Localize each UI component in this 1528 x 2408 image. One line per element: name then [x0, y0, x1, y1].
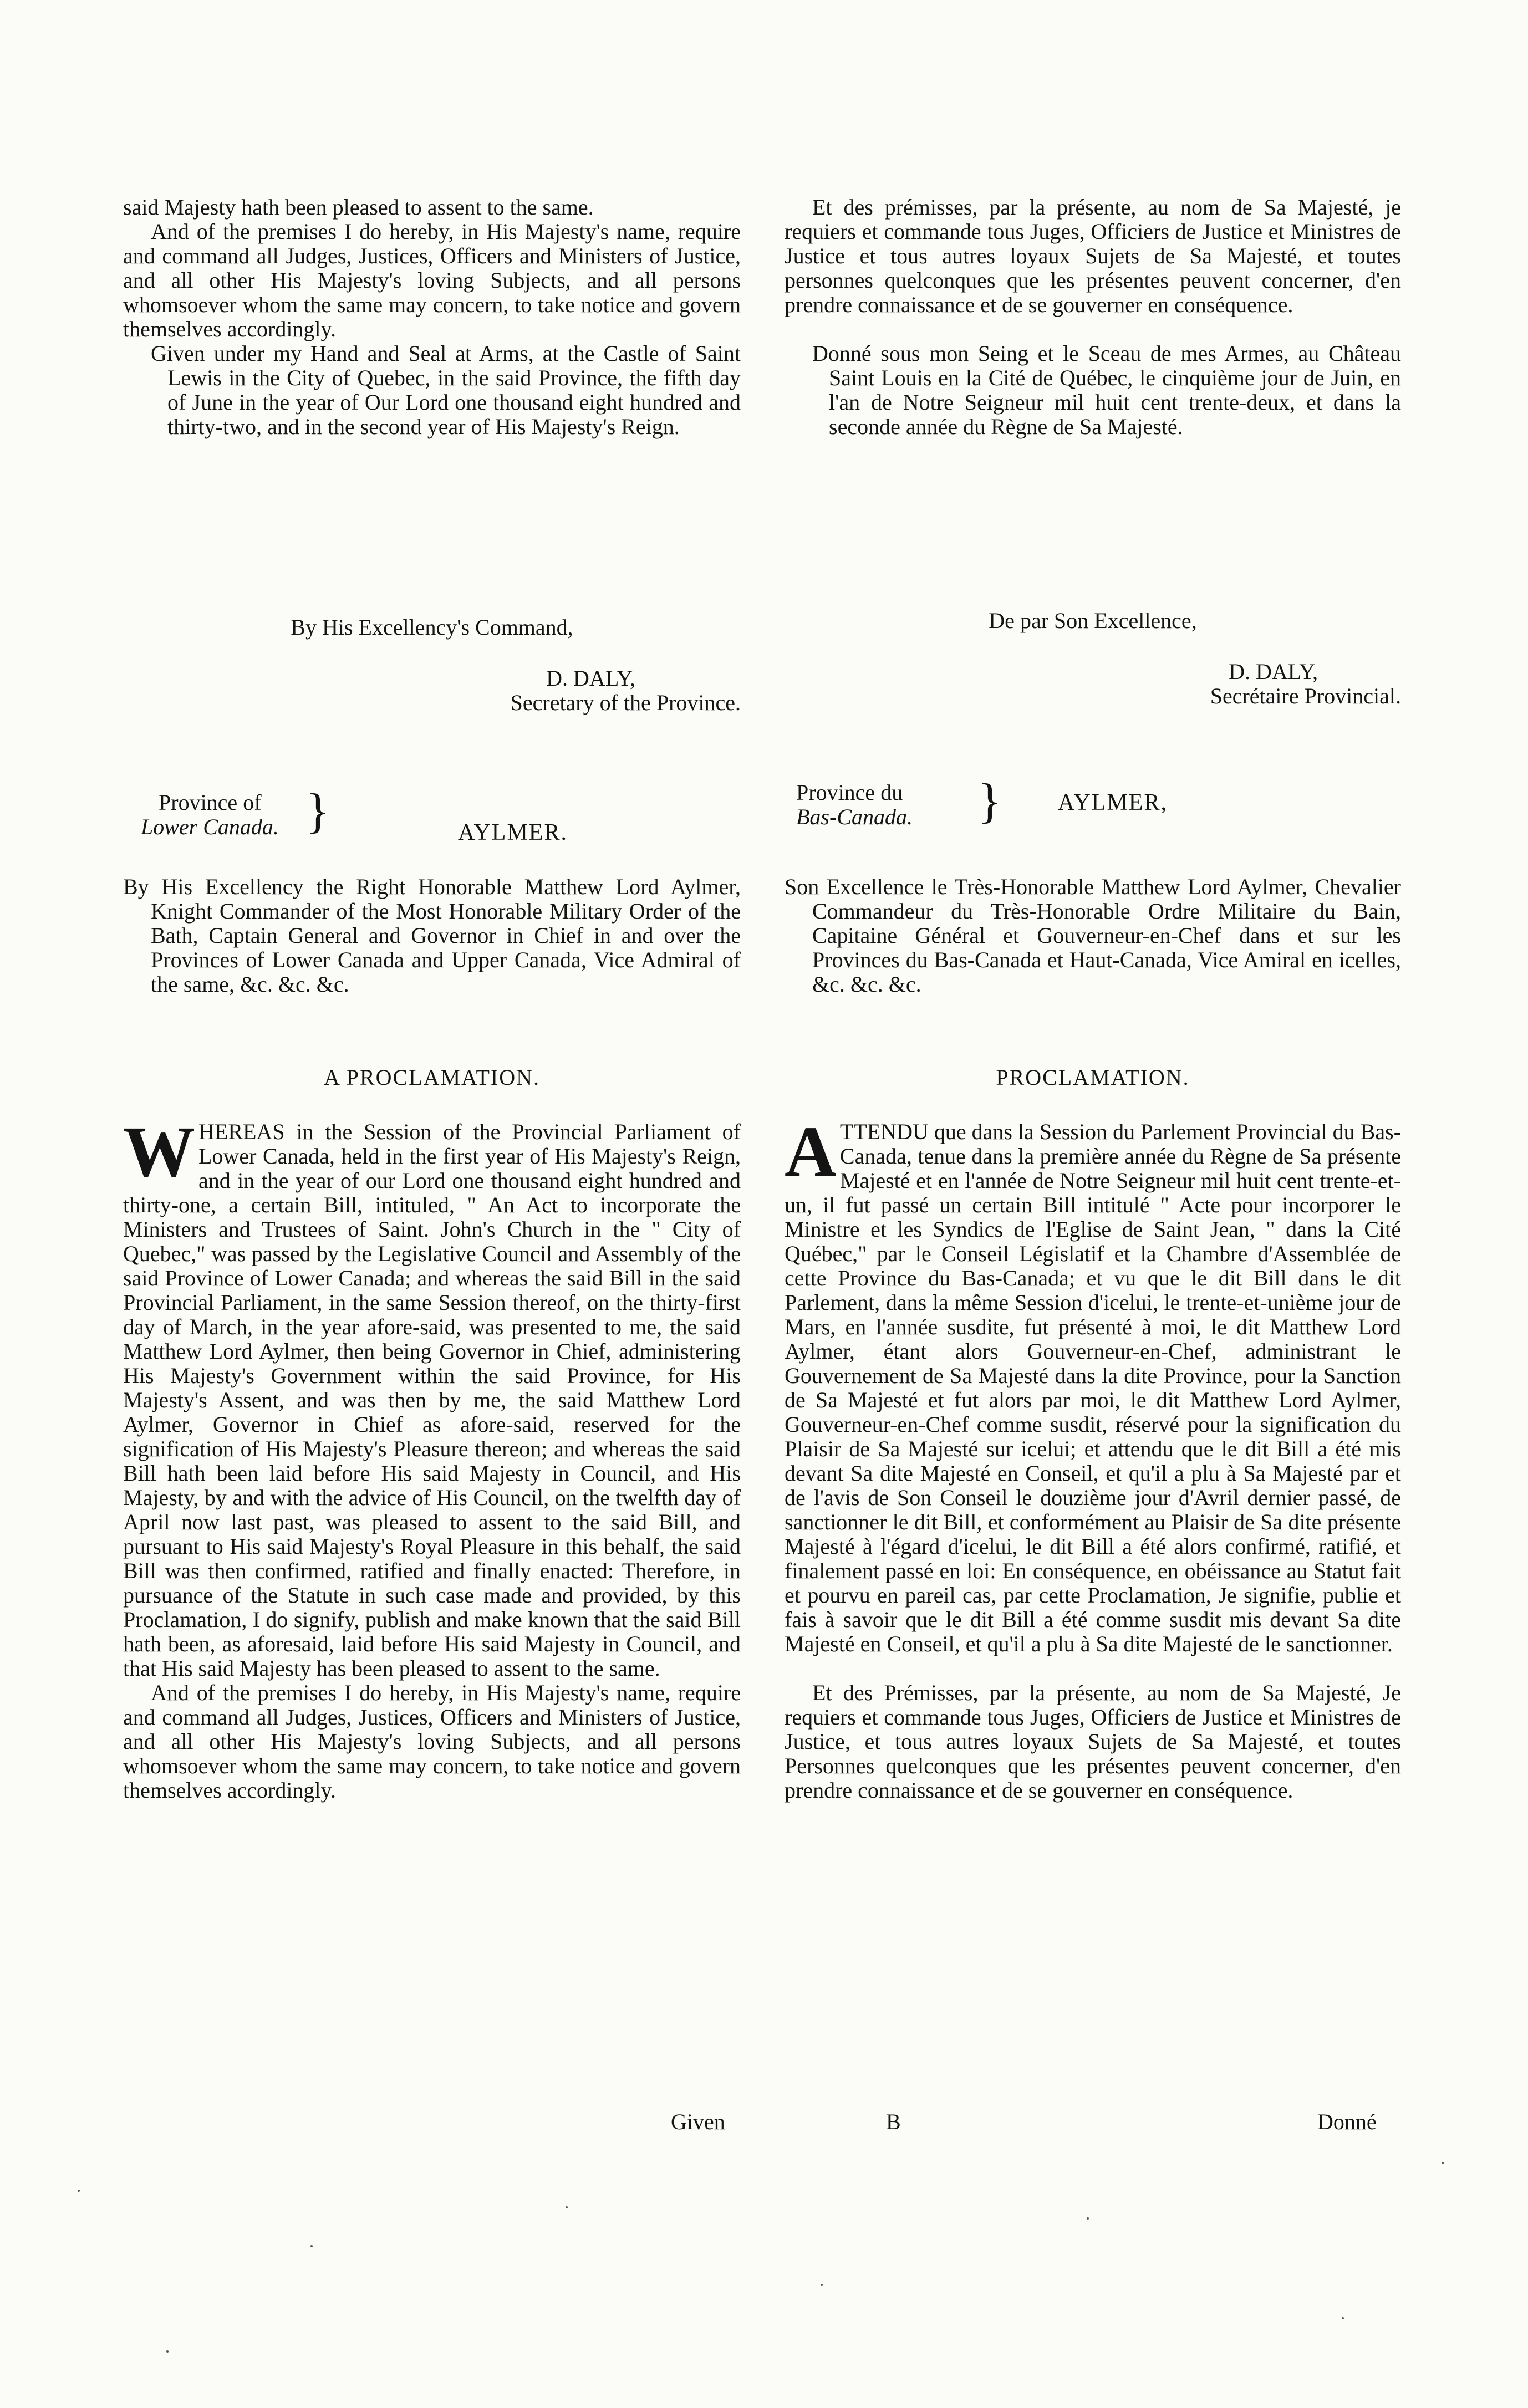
fr-signer-office: Secrétaire Provincial.: [1210, 683, 1401, 708]
paper-speck: [1087, 2217, 1089, 2220]
fr-given-paragraph: Donné sous mon Seing et le Sceau de mes Armes, au Château Saint Louis en la Cité de Québec, le cinquième jour de Juin, en l'an de Notre Seigneur mil huit cent trente-deux, et dans la seconde année du Règne de Sa Majesté.: [812, 341, 1401, 439]
en-governor-name: AYLMER.: [458, 820, 568, 845]
en-governor-styles: By His Excellency the Right Honorable Matthew Lord Aylmer, Knight Commander of the Most Honorable Military Order of the Bath, Captain General and Governor in Chief in and over the Provinces of Lower Canada and Upper Canada, Vice Admiral of the same, &c. &c. &c.: [123, 874, 741, 997]
en-given-paragraph: Given under my Hand and Seal at Arms, at the Castle of Saint Lewis in the City of Quebec, in the said Province, the fifth day of June in the year of Our Lord one thousand eight hundred and thirty-two, and in the second year of His Majesty's Reign.: [151, 341, 741, 439]
fr-by-command: De par Son Excellence,: [989, 608, 1197, 633]
french-top-block: [785, 195, 1401, 439]
en-signer-name: D. DALY,: [546, 666, 635, 691]
fr-signer-name: D. DALY,: [1229, 659, 1318, 684]
fr-province-line1: Province du: [796, 780, 903, 805]
en-whereas-paragraph: HEREAS in the Session of the Provincial Parliament of Lower Canada, held in the first year of His Majesty's Reign, and in the year of our Lord one thousand eight hundred and thirty-one, a certain Bill, intituled, " An Act to incorporate the Ministers and Trustees of Saint. John's Church in the " City of Quebec," was passed by the Legislative Council and Assembly of the said Province of Lower Canada; and whereas the said Bill in the said Provincial Parliament, in the same Session thereof, on the thirty-first day of March, in the year afore-said, was presented to me, the said Matthew Lord Aylmer, then being Governor in Chief, administering His Majesty's Government within the said Province, for His Majesty's Assent, and was then by me, the said Matthew Lord Aylmer, Governor in Chief as afore-said, reserved for the signification of His Majesty's Pleasure thereon; and whereas the said Bill hath been laid before His said Majesty in Council, and His Majesty, by and with the advice of His Council, on the twelfth day of April now last past, was pleased to assent to the said Bill, and pursuant to His said Majesty's Royal Pleasure in this behalf, the said Bill was then confirmed, ratified and finally enacted: Therefore, in pursuance of the Statute in such case made and provided, by this Proclamation, I do signify, publish and make known that the said Bill hath been, as aforesaid, laid before His said Majesty in Council, and that His said Majesty has been pleased to assent to the same.: [123, 1119, 741, 1681]
en-signature-block: [123, 666, 741, 715]
en-province-line1: Province of: [159, 790, 262, 815]
paper-speck: [566, 2206, 568, 2208]
fr-province-brace: }: [978, 774, 1002, 828]
en-continuation-paragraph: said Majesty hath been pleased to assent to the same.: [123, 195, 594, 220]
en-styles-block: [123, 875, 741, 997]
fr-closing-paragraph: Et des Prémisses, par la présente, au nom de Sa Majesté, Je requiers et commande tous Juges, Officiers de Justice et Ministres de Justice, et tous autres loyaux Sujets de Sa Majesté, et toutes Personnes quelconques que les présentes peuvent concerner, d'en prendre connaissance et de se gouverner en conséquence.: [785, 1680, 1401, 1803]
fr-command-paragraph: Et des prémisses, par la présente, au nom de Sa Majesté, je requiers et commande tous Juges, Officiers de Justice et Ministres de Justice et tous autres loyaux Sujets de Sa Majesté, et toutes personnes quelconques que les présentes peuvent concerner, d'en prendre connaissance et de se gouverner en conséquence.: [785, 195, 1401, 317]
paper-speck: [821, 2284, 823, 2286]
paper-speck: [1442, 2162, 1444, 2164]
en-province-brace: }: [306, 784, 330, 838]
fr-signature-block: [785, 660, 1401, 708]
en-signer-office: Secretary of the Province.: [510, 690, 741, 715]
paper-speck: [1342, 2317, 1344, 2319]
en-province-label: [141, 790, 279, 839]
paper-speck: [166, 2350, 169, 2353]
en-province-line2: Lower Canada.: [141, 814, 279, 839]
fr-drop-cap: A: [785, 1112, 837, 1192]
paper-speck: [310, 2245, 313, 2247]
english-top-block: [123, 195, 741, 439]
fr-governor-name: AYLMER,: [1058, 790, 1168, 815]
en-command-paragraph: And of the premises I do hereby, in His Majesty's name, require and command all Judges, Justices, Officers and Ministers of Justice, and all other His Majesty's loving Subjects, and all persons whomsoever whom the same may concern, to take notice and govern themselves accordingly.: [123, 219, 741, 341]
fr-province-line2: Bas-Canada.: [796, 804, 913, 829]
en-catchword: Given: [671, 2109, 725, 2134]
signature-mark: B: [886, 2109, 901, 2134]
en-closing-paragraph: And of the premises I do hereby, in His Majesty's name, require and command all Judges, Justices, Officers and Ministers of Justice, and all other His Majesty's loving Subjects, and all persons whomsoever whom the same may concern, to take notice and govern themselves accordingly.: [123, 1680, 741, 1803]
paper-speck: [78, 2190, 80, 2192]
fr-proclamation-heading: PROCLAMATION.: [996, 1065, 1190, 1090]
fr-catchword: Donné: [1317, 2109, 1377, 2134]
fr-province-label: [796, 780, 913, 829]
fr-styles-block: [785, 875, 1401, 997]
en-proclamation-heading: A PROCLAMATION.: [323, 1065, 541, 1090]
en-drop-cap: W: [123, 1112, 195, 1192]
fr-governor-styles: Son Excellence le Très-Honorable Matthew Lord Aylmer, Chevalier Commandeur du Très-Honorable Ordre Militaire du Bain, Capitaine Général et Gouverneur-en-Chef dans et sur les Provinces du Bas-Canada et Haut-Canada, Vice Amiral en icelles, &c. &c. &c.: [785, 874, 1401, 997]
en-by-command: By His Excellency's Command,: [291, 615, 573, 640]
fr-attendu-paragraph: TTENDU que dans la Session du Parlement Provincial du Bas-Canada, tenue dans la première année du Règne de Sa présente Majesté et en l'année de Notre Seigneur mil huit cent trente-et-un, il fut passé un certain Bill intitulé " Acte pour incorporer le Ministre et les Syndics de l'Eglise de Saint Jean, " dans la Cité Québec," par le Conseil Législatif et la Chambre d'Assemblée de cette Province du Bas-Canada; et vu que le dit Bill dans le dit Parlement, dans la même Session d'icelui, le trente-et-unième jour de Mars, en l'année susdite, fut présenté à moi, le dit Matthew Lord Aylmer, étant alors Gouverneur-en-Chef, administrant le Gouvernement de Sa Majesté dans la dite Province, pour la Sanction de Sa Majesté et fut alors par moi, le dit Matthew Lord Aylmer, Gouverneur-en-Chef comme susdit, réservé pour la signification du Plaisir de Sa Majesté sur icelui; et attendu que le dit Bill a été mis devant Sa dite Majesté en Conseil, et qu'il a plu à Sa Majesté par et de l'avis de Son Conseil le douzième jour d'Avril dernier passé, de sanctionner le dit Bill, et conformément au Plaisir de Sa dite présente Majesté à l'égard d'icelui, le dit Bill a été alors confirmé, ratifié, et finalement passé en loi: En conséquence, en obéissance au Statut fait et pourvu en pareil cas, par cette Proclamation, Je signifie, publie et fais à savoir que le dit Bill a été comme susdit mis devant Sa dite Majesté en Conseil, et qu'il a plu à Sa dite Majesté de le sanctionner.: [785, 1119, 1401, 1656]
fr-proclamation-body: [785, 1112, 1401, 1803]
en-proclamation-body: [123, 1112, 741, 1803]
